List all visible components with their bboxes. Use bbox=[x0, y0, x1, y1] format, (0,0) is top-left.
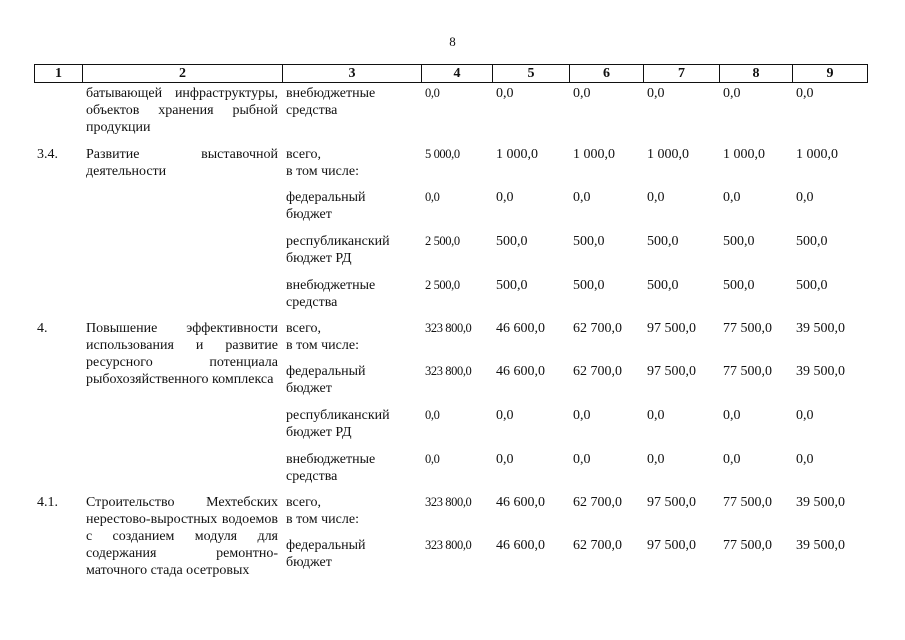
amount-cell: 0,0 bbox=[723, 86, 741, 101]
amount-cell: 1 000,0 bbox=[796, 147, 838, 162]
amount-cell: 1 000,0 bbox=[647, 147, 689, 162]
row-number: 4. bbox=[37, 321, 48, 336]
amount-cell: 500,0 bbox=[647, 278, 679, 293]
amount-cell: 0,0 bbox=[647, 86, 665, 101]
row-number bbox=[34, 189, 82, 223]
amount-cell: 500,0 bbox=[723, 278, 755, 293]
amount-cell: 0,0 bbox=[425, 86, 440, 100]
row-number bbox=[34, 407, 82, 441]
amount-cell: 0,0 bbox=[796, 190, 814, 205]
column-header: 4 bbox=[421, 65, 492, 82]
amount-cell: 0,0 bbox=[496, 86, 514, 101]
column-header: 7 bbox=[643, 65, 719, 82]
amount-cell: 323 800,0 bbox=[425, 321, 472, 335]
table-row bbox=[34, 85, 868, 136]
amount-cell: 39 500,0 bbox=[796, 321, 845, 336]
row-name bbox=[82, 407, 282, 441]
row-number bbox=[34, 451, 82, 485]
table-row bbox=[34, 277, 868, 311]
column-header: 6 bbox=[569, 65, 643, 82]
column-header: 3 bbox=[282, 65, 421, 82]
amount-cell: 0,0 bbox=[425, 408, 440, 422]
column-header: 9 bbox=[792, 65, 868, 82]
amount-cell: 500,0 bbox=[796, 234, 828, 249]
funding-source: федеральный бюджет bbox=[286, 364, 366, 396]
row-name bbox=[82, 537, 282, 571]
row-number bbox=[34, 363, 82, 397]
table-row bbox=[34, 146, 868, 180]
amount-cell: 1 000,0 bbox=[573, 147, 615, 162]
column-header: 2 bbox=[82, 65, 282, 82]
table-body bbox=[34, 0, 868, 640]
funding-source: внебюджетные средства bbox=[286, 452, 376, 484]
row-name bbox=[82, 363, 282, 397]
amount-cell: 46 600,0 bbox=[496, 495, 545, 510]
amount-cell: 0,0 bbox=[573, 190, 591, 205]
table-row bbox=[34, 189, 868, 223]
amount-cell: 0,0 bbox=[723, 452, 741, 467]
amount-cell: 323 800,0 bbox=[425, 364, 472, 378]
row-name: Развитие выставочной деятельности bbox=[86, 147, 278, 179]
amount-cell: 39 500,0 bbox=[796, 495, 845, 510]
amount-cell: 0,0 bbox=[796, 86, 814, 101]
amount-cell: 62 700,0 bbox=[573, 495, 622, 510]
amount-cell: 2 500,0 bbox=[425, 234, 460, 248]
amount-cell: 39 500,0 bbox=[796, 364, 845, 379]
amount-cell: 500,0 bbox=[647, 234, 679, 249]
amount-cell: 39 500,0 bbox=[796, 538, 845, 553]
amount-cell: 0,0 bbox=[573, 452, 591, 467]
row-number bbox=[34, 537, 82, 571]
amount-cell: 0,0 bbox=[573, 408, 591, 423]
amount-cell: 5 000,0 bbox=[425, 147, 460, 161]
table-row bbox=[34, 233, 868, 267]
amount-cell: 0,0 bbox=[647, 452, 665, 467]
funding-source: внебюджетные средства bbox=[286, 86, 376, 118]
column-header: 8 bbox=[719, 65, 792, 82]
row-number bbox=[34, 85, 82, 136]
amount-cell: 97 500,0 bbox=[647, 538, 696, 553]
funding-source: всего, в том числе: bbox=[286, 321, 359, 353]
amount-cell: 97 500,0 bbox=[647, 364, 696, 379]
funding-source: федеральный бюджет bbox=[286, 538, 366, 570]
row-number: 3.4. bbox=[37, 147, 58, 162]
amount-cell: 323 800,0 bbox=[425, 538, 472, 552]
amount-cell: 46 600,0 bbox=[496, 538, 545, 553]
amount-cell: 0,0 bbox=[796, 408, 814, 423]
amount-cell: 46 600,0 bbox=[496, 364, 545, 379]
table-row bbox=[34, 451, 868, 485]
row-name bbox=[82, 451, 282, 485]
amount-cell: 62 700,0 bbox=[573, 321, 622, 336]
amount-cell: 46 600,0 bbox=[496, 321, 545, 336]
column-header: 5 bbox=[492, 65, 569, 82]
amount-cell: 0,0 bbox=[647, 408, 665, 423]
row-name bbox=[82, 233, 282, 267]
row-number: 4.1. bbox=[37, 495, 58, 510]
funding-source: федеральный бюджет bbox=[286, 190, 366, 222]
row-name bbox=[82, 189, 282, 223]
row-name: Повышение эффективности использования и развитие ресурсного потенциала рыбохозяйственного комплекса bbox=[86, 321, 278, 387]
amount-cell: 77 500,0 bbox=[723, 321, 772, 336]
amount-cell: 62 700,0 bbox=[573, 364, 622, 379]
amount-cell: 0,0 bbox=[796, 452, 814, 467]
table-row bbox=[34, 363, 868, 397]
column-header: 1 bbox=[34, 65, 82, 82]
amount-cell: 0,0 bbox=[496, 408, 514, 423]
funding-source: всего, в том числе: bbox=[286, 147, 359, 179]
amount-cell: 1 000,0 bbox=[496, 147, 538, 162]
amount-cell: 500,0 bbox=[496, 278, 528, 293]
amount-cell: 97 500,0 bbox=[647, 495, 696, 510]
funding-source: республиканский бюджет РД bbox=[286, 408, 390, 440]
amount-cell: 0,0 bbox=[425, 190, 440, 204]
amount-cell: 500,0 bbox=[496, 234, 528, 249]
page-number: 8 bbox=[449, 34, 456, 49]
amount-cell: 0,0 bbox=[425, 452, 440, 466]
amount-cell: 77 500,0 bbox=[723, 538, 772, 553]
amount-cell: 500,0 bbox=[573, 234, 605, 249]
amount-cell: 1 000,0 bbox=[723, 147, 765, 162]
amount-cell: 323 800,0 bbox=[425, 495, 472, 509]
amount-cell: 0,0 bbox=[723, 408, 741, 423]
row-name bbox=[82, 277, 282, 311]
amount-cell: 0,0 bbox=[496, 190, 514, 205]
amount-cell: 77 500,0 bbox=[723, 364, 772, 379]
row-name: батывающей инфраструктуры, объектов хранения рыбной продукции bbox=[86, 86, 278, 135]
amount-cell: 500,0 bbox=[573, 278, 605, 293]
row-number bbox=[34, 277, 82, 311]
table-row bbox=[34, 407, 868, 441]
row-name: Строительство Мехтебских нерестово-выростных водоемов с созданием модуля для содержания ремонтно-маточного стада осетровых bbox=[86, 495, 278, 578]
funding-source: внебюджетные средства bbox=[286, 278, 376, 310]
amount-cell: 0,0 bbox=[647, 190, 665, 205]
row-number bbox=[34, 233, 82, 267]
amount-cell: 500,0 bbox=[796, 278, 828, 293]
amount-cell: 2 500,0 bbox=[425, 278, 460, 292]
funding-source: республиканский бюджет РД bbox=[286, 234, 390, 266]
table-row bbox=[34, 537, 868, 571]
amount-cell: 62 700,0 bbox=[573, 538, 622, 553]
amount-cell: 0,0 bbox=[723, 190, 741, 205]
funding-source: всего, в том числе: bbox=[286, 495, 359, 527]
amount-cell: 77 500,0 bbox=[723, 495, 772, 510]
amount-cell: 500,0 bbox=[723, 234, 755, 249]
amount-cell: 0,0 bbox=[573, 86, 591, 101]
amount-cell: 97 500,0 bbox=[647, 321, 696, 336]
amount-cell: 0,0 bbox=[496, 452, 514, 467]
